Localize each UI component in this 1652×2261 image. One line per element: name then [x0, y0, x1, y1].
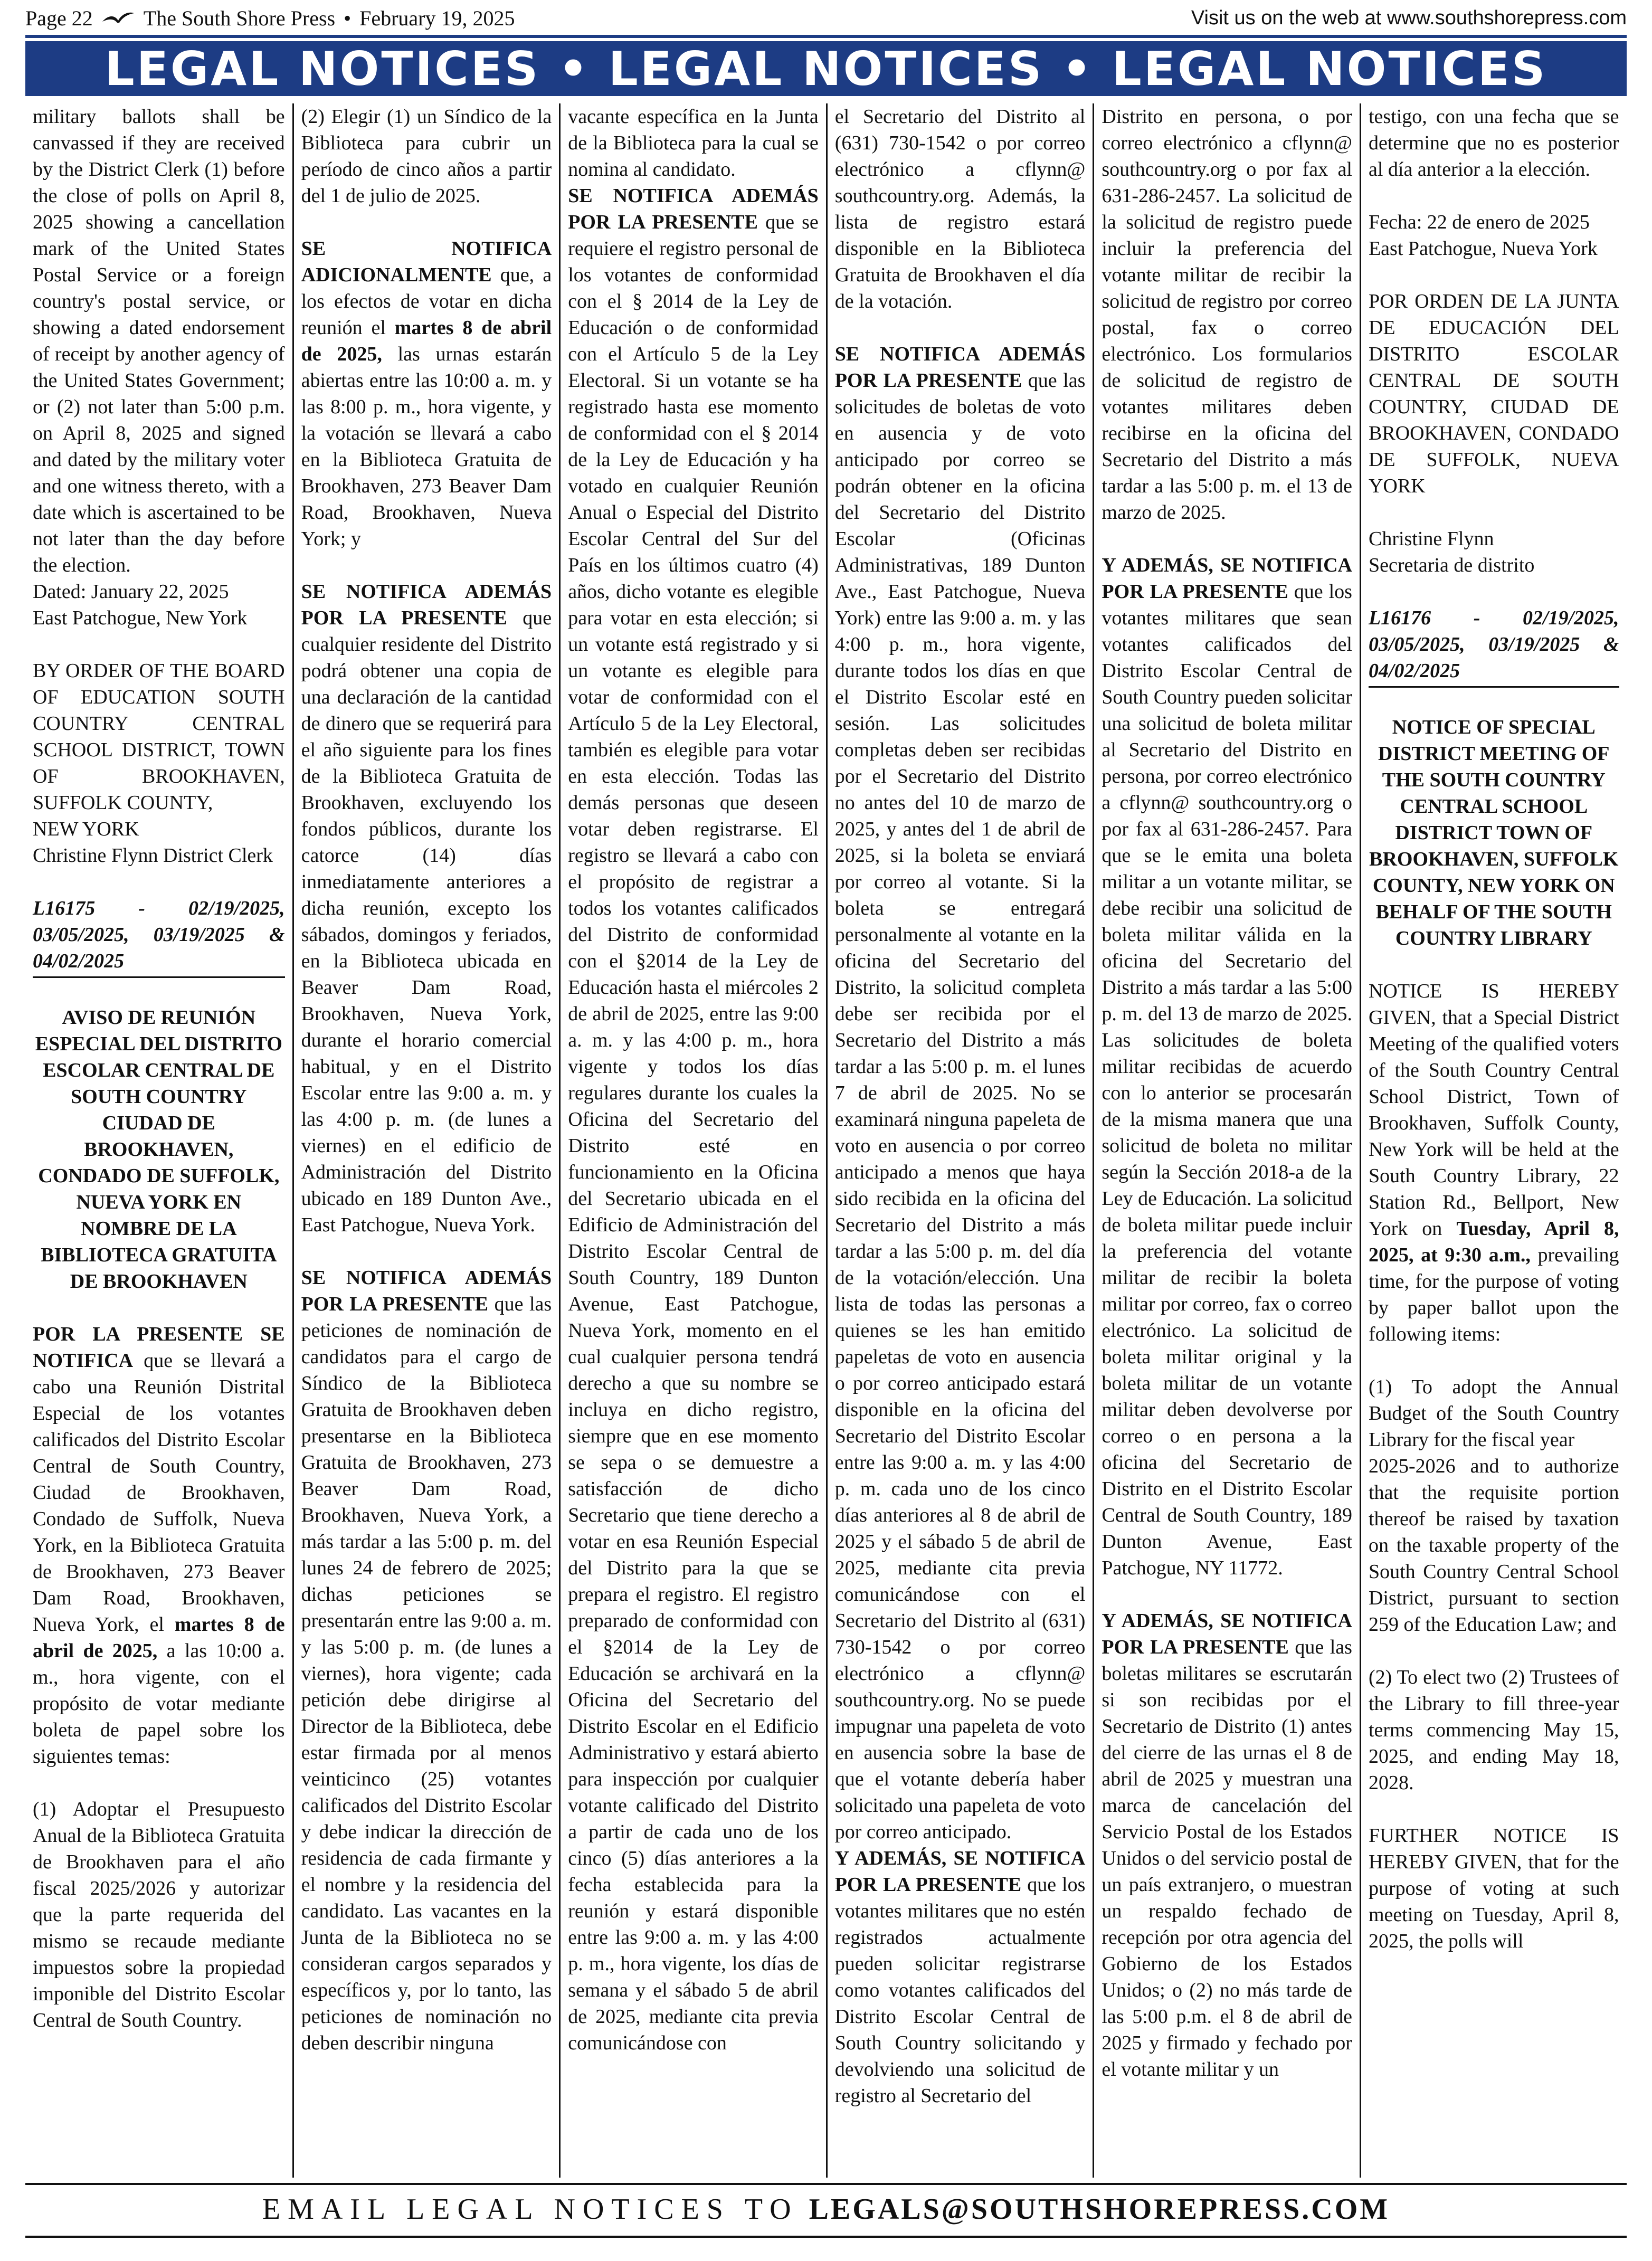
paragraph	[301, 1265, 552, 2056]
column-1	[25, 103, 292, 2178]
paragraph: el Secretario del Distrito al (631) 730-1542 o por correo electrónico a cflynn@ southcountry.org. Además, la lista de registro estará disponible en la Biblioteca Gratuita de Brookhaven el día de la votación.	[834, 106, 1086, 312]
header-separator: •	[344, 6, 352, 30]
bold-lead: POR LA PRESENTE SE NOTIFICA	[33, 1323, 285, 1372]
signer: Christine Flynn District Clerk	[33, 844, 273, 867]
legal-notices-banner: LEGAL NOTICES • LEGAL NOTICES • LEGAL NOTICES	[25, 41, 1627, 96]
dated-line: Dated: January 22, 2025	[33, 581, 229, 603]
text-run: que las solicitudes de boletas de voto en ausencia y de voto anticipado por correo se podrán obtener en la oficina del Secretario del Distrito Escolar (Oficinas Administrativas, 189 Dunton Ave., East Patchogue, Nueva York) entre las 9:00 a. m. y las 4:00 p. m., hora vigente, durante todos los días en que el Distrito Escolar esté en sesión. Las solicitudes completas deben ser recibidas por el Secretario del Distrito no antes del 10 de marzo de 2025, y antes del 1 de abril de 2025, si la boleta se enviará por correo al votante. Si la boleta se entregará personalmente al votante en la oficina del Secretario del Distrito, la solicitud completa debe ser recibida por el Secretario del Distrito a más tardar a las 5:00 p. m. el lunes 7 de abril de 2025. No se examinará ninguna papeleta de voto en ausencia o por correo anticipado a menos que haya sido recibida en la oficina del Secretario del Distrito a más tardar a las 5:00 p. m. del día de la votación/elección. Una lista de todas las personas a quienes se les han emitido papeletas de voto en ausencia o por correo anticipado estará disponible en la oficina del Secretario del Distrito Escolar entre las 9:00 a. m. y las 4:00 p. m. cada uno de los cinco días anteriores al 8 de abril de 2025 y el sábado 5 de abril de 2025, mediante cita previa comunicándose con el Secretario del Distrito al (631) 730-1542 o por correo electrónico a cflynn@ southcountry.org. No se puede impugnar una papeleta de voto en ausencia sobre la base de que el votante debería haber solicitado una papeleta de voto por correo anticipado.	[834, 369, 1086, 1843]
text-run: que los votantes militares que no estén registrados actualmente pueden solicitar registrarse como votantes calificados del Distrito Escolar Central de South Country solicitando y devolviendo una solicitud de registro al Secretario del	[834, 1874, 1086, 2107]
order-text: BY ORDER OF THE BOARD OF EDUCATION SOUTH COUNTRY CENTRAL SCHOOL DISTRICT, TOWN OF BROOKHAVEN, SUFFOLK COUNTY,	[33, 660, 285, 814]
text-run: que cualquier residente del Distrito podrá obtener una copia de una declaración de la cantidad de dinero que se requerirá para el año siguiente para los fines de la Biblioteca Gratuita de Brookhaven, excluyendo los fondos públicos, durante los catorce (14) días inmediatamente anteriores a dicha reunión, excepto los sábados, domingos y feriados, en la Biblioteca ubicada en Beaver Dam Road, Brookhaven, Nueva York, durante el horario comercial habitual, y en el Distrito Escolar entre las 9:00 a. m. y las 4:00 p. m. (de lunes a viernes) en el edificio de Administración del Distrito ubicado en 189 Dunton Ave., East Patchogue, Nueva York.	[301, 607, 552, 1236]
signer-title: Secretaria de distrito	[1368, 554, 1535, 576]
bold-lead: Y ADEMÁS, SE NOTIFICA POR LA PRESENTE	[1102, 554, 1352, 603]
bold-date: Tuesday, April 8, 2025, at 9:30 a.m.,	[1368, 1218, 1619, 1266]
page-header	[25, 3, 1627, 33]
paragraph: military ballots shall be canvassed if they are received by the District Clerk (1) before the close of polls on April 8, 2025 showing a cancellation mark of the United States Postal Service or a foreign country's postal service, or showing a dated endorsement of receipt by another agency of the United States Government; or (2) not later than 5:00 p.m. on April 8, 2025 and signed and dated by the military voter and one witness thereto, with a date which is ascertained to be not later than the day before the election.	[33, 106, 285, 576]
notice-reference: L16176 - 02/19/2025, 03/05/2025, 03/19/2025 & 04/02/2025	[1369, 605, 1619, 688]
footer-email-banner	[25, 2188, 1627, 2230]
text-run: que se requiere el registro personal de los votantes de conformidad con el § 2014 de la Ley de Educación o de conformidad con el Artículo 5 de la Ley Electoral. Si un votante se ha registrado hasta ese momento de conformidad con el § 2014 de la Ley de Educación y ha votado en cualquier Reunión Anual o Especial del Distrito Escolar Central del Sur del País en los últimos cuatro (4) años, dicho votante es elegible para votar en esta elección; si un votante está registrado y si un votante es elegible para votar de conformidad con el Artículo 5 de la Ley Electoral, también es elegible para votar en esta elección. Todas las demás personas que deseen votar deben registrarse. El registro se llevará a cabo con el propósito de registrar a todos los votantes calificados del Distrito de conformidad con el §2014 de la Ley de Educación hasta el miércoles 2 de abril de 2025, entre las 9:00 a. m. y las 4:00 p. m., hora vigente y todos los días regulares durante los cuales la Oficina del Secretario del Distrito esté en funcionamiento en la Oficina del Secretario ubicada en el Edificio de Administración del Distrito Escolar Central de South Country, 189 Dunton Avenue, East Patchogue, Nueva York, momento en el cual cualquier persona tendrá derecho a que su nombre se incluya en dicho registro, siempre que en ese momento se sepa o se demuestre a satisfacción de dicho Secretario que tiene derecho a votar en esa Reunión Especial del Distrito para la que se prepara el registro. El registro preparado de conformidad con el §2014 de la Ley de Educación se archivará en la Oficina del Secretario del Distrito Escolar en el Edificio Administrativo y estará abierto para inspección por cualquier votante calificado del Distrito a partir de cada uno de los cinco (5) días anteriores a la fecha establecida para la reunión y estará disponible entre las 9:00 a. m. y las 4:00 p. m., hora vigente, los días de semana y el sábado 5 de abril de 2025, mediante cita previa comunicándose con	[568, 211, 819, 2054]
text-run: que las peticiones de nominación de candidatos para el cargo de Síndico de la Biblioteca Gratuita de Brookhaven deben presentarse en la Biblioteca Gratuita de Brookhaven, 273 Beaver Dam Road, Brookhaven, Nueva York, a más tardar a las 5:00 p. m. del lunes 24 de febrero de 2025; dichas peticiones se presentarán entre las 9:00 a. m. y las 5:00 p. m. (de lunes a viernes), hora vigente; cada petición debe dirigirse al Director de la Biblioteca, debe estar firmada por al menos veinticinco (25) votantes calificados del Distrito Escolar y debe indicar la dirección de residencia de cada firmante y el nombre y la residencia del candidato. Las vacantes en la Junta de la Biblioteca no se consideran cargos separados y específicos y, por lo tanto, las peticiones de nominación no deben describir ninguna	[301, 1293, 552, 2054]
text-run: a las 10:00 a. m., hora vigente, con el propósito de votar mediante boleta de papel sobre los siguientes temas:	[33, 1640, 285, 1768]
column-4	[826, 103, 1093, 2178]
column-6	[1360, 103, 1627, 2178]
paragraph: Distrito en persona, o por correo electrónico a cflynn@ southcountry.org o por fax al 631-286-2457. La solicitud de la solicitud de registro puede incluir la preferencia del votante militar de recibir la solicitud de registro por correo postal, fax o correo electrónico. Los formularios de solicitud de registro de votantes militares deben recibirse en la oficina del Secretario del Distrito a más tardar a las 5:00 p. m. el 13 de marzo de 2025.	[1102, 106, 1352, 524]
text-run: NOTICE IS HEREBY GIVEN, that a Special District Meeting of the qualified voters of the South Country Central School District, Town of Brookhaven, Suffolk County, New York will be held at the South Country Library, 22 Station Rd., Bellport, New York on	[1368, 980, 1619, 1240]
text-run: las urnas estarán abiertas entre las 10:00 a. m. y las 8:00 p. m., hora vigente, y la votación se llevará a cabo en la Biblioteca Gratuita de Brookhaven, 273 Beaver Dam Road, Brookhaven, Nueva York; y	[301, 343, 552, 550]
page-number: Page 22	[25, 6, 93, 30]
bold-lead: Y ADEMÁS, SE NOTIFICA POR LA PRESENTE	[1102, 1610, 1352, 1658]
paragraph: vacante específica en la Junta de la Biblioteca para la cual se nomina al candidato.	[568, 106, 819, 180]
notice-columns	[25, 103, 1627, 2178]
notice-heading: AVISO DE REUNIÓN ESPECIAL DEL DISTRITO ESCOLAR CENTRAL DE SOUTH COUNTRY CIUDAD DE BROOKHAVEN, CONDADO DE SUFFOLK, NUEVA YORK EN NOMBRE DE LA BIBLIOTECA GRATUITA DE BROOKHAVEN	[35, 1006, 282, 1293]
paragraph	[33, 1321, 285, 1770]
column-2	[292, 103, 559, 2178]
paragraph: testigo, con una fecha que se determine que no es posterior al día anterior a la elección.	[1368, 106, 1619, 180]
paragraph: (2) To elect two (2) Trustees of the Library to fill three-year terms commencing May 15, 2025, and ending May 18, 2028.	[1368, 1666, 1619, 1794]
notice-heading: NOTICE OF SPECIAL DISTRICT MEETING OF THE SOUTH COUNTRY CENTRAL SCHOOL DISTRICT TOWN OF BROOKHAVEN, SUFFOLK COUNTY, NEW YORK ON BEHALF OF THE SOUTH COUNTRY LIBRARY	[1369, 716, 1619, 949]
paragraph	[1102, 552, 1352, 1581]
text-run: que se llevará a cabo una Reunión Distrital Especial de los votantes calificados del Distrito Escolar Central de South Country, Ciudad de Brookhaven, Condado de Suffolk, Nueva York, en la Biblioteca Gratuita de Brookhaven, 273 Beaver Dam Road, Brookhaven, Nueva York, el	[33, 1350, 285, 1636]
bold-date: martes 8 de abril de 2025,	[301, 317, 552, 365]
text-run: prevailing time, for the purpose of voting by paper ballot upon the following items:	[1368, 1244, 1619, 1345]
column-3	[559, 103, 826, 2178]
paragraph: FURTHER NOTICE IS HEREBY GIVEN, that for the purpose of voting at such meeting on Tuesday, April 8, 2025, the polls will	[1368, 1825, 1619, 1952]
signer: Christine Flynn	[1368, 528, 1494, 550]
bold-date: martes 8 de abril de 2025,	[33, 1613, 285, 1662]
bold-lead: SE NOTIFICA ADICIONALMENTE	[301, 238, 552, 286]
paragraph: (1) Adoptar el Presupuesto Anual de la Biblioteca Gratuita de Brookhaven para el año fiscal 2025/2026 y autorizar que la parte requerida del mismo se recaude mediante impuestos sobre la propiedad imponible del Distrito Escolar Central de South Country.	[33, 1798, 285, 2031]
paragraph	[835, 341, 1086, 1845]
footer-email-link[interactable]: LEGALS@SOUTHSHOREPRESS.COM	[809, 2193, 1390, 2226]
place-line: East Patchogue, New York	[33, 607, 248, 629]
issue-date: February 19, 2025	[359, 6, 515, 30]
bold-lead: SE NOTIFICA ADEMÁS POR LA PRESENTE	[568, 185, 819, 233]
paragraph	[835, 1845, 1086, 2109]
paragraph: (1) To adopt the Annual Budget of the South Country Library for the fiscal year	[1368, 1376, 1619, 1451]
text-run: que, a los efectos de votar en dicha reunión el	[301, 264, 552, 339]
text-run: que las boletas militares se escrutarán si son recibidas por el Secretario de Distrito (1) antes del cierre de las urnas el 8 de abril de 2025 y muestran una marca de cancelación del Servicio Postal de los Estados Unidos o del servicio postal de un país extranjero, o muestran un respaldo fechado de recepción por otra agencia del Gobierno de los Estados Unidos; o (2) no más tarde de las 5:00 p.m. el 8 de abril de 2025 y firmado y fechado por el votante militar y un	[1102, 1636, 1352, 2080]
paragraph	[301, 235, 552, 552]
bold-lead: SE NOTIFICA ADEMÁS POR LA PRESENTE	[301, 1267, 552, 1315]
order-text: POR ORDEN DE LA JUNTA DE EDUCACIÓN DEL DISTRITO ESCOLAR CENTRAL DE SOUTH COUNTRY, CIUDAD DE BROOKHAVEN, CONDADO DE SUFFOLK, NUEVA YORK	[1368, 290, 1619, 497]
seagull-icon	[101, 10, 135, 26]
footer-rule-top	[25, 2183, 1627, 2185]
column-5	[1093, 103, 1360, 2178]
bold-lead: SE NOTIFICA ADEMÁS POR LA PRESENTE	[301, 581, 552, 629]
paragraph	[568, 183, 819, 2056]
paragraph	[1102, 1608, 1352, 2083]
paragraph	[301, 578, 552, 1238]
place-line: East Patchogue, Nueva York	[1368, 238, 1598, 260]
paragraph	[1369, 978, 1619, 1347]
bold-lead: Y ADEMÁS, SE NOTIFICA POR LA PRESENTE	[834, 1847, 1086, 1896]
header-rule	[25, 35, 1627, 38]
text-run: que los votantes militares que sean votantes calificados del Distrito Escolar Central de South Country pueden solicitar una solicitud de boleta militar al Secretario del Distrito en persona, por correo electrónico a cflynn@ southcountry.org o por fax al 631-286-2457. Para que se le emita una boleta militar a un votante militar, se debe recibir una solicitud de boleta militar válida en la oficina del Secretario del Distrito a más tardar a las 5:00 p. m. del 13 de marzo de 2025. Las solicitudes de boleta militar recibidas de acuerdo con lo anterior se procesarán de la misma manera que una solicitud de boleta no militar según la Sección 2018-a de la Ley de Educación. La solicitud de boleta militar puede incluir la preferencia del votante militar de recibir la boleta militar por correo, fax o correo electrónico. La solicitud de boleta militar original y la boleta militar de un votante militar deben devolverse por correo o en persona a la oficina del Secretario de Distrito en el Distrito Escolar Central de South Country, 189 Dunton Avenue, East Patchogue, NY 11772.	[1102, 581, 1352, 1579]
paragraph: 2025-2026 and to authorize that the requisite portion thereof be raised by taxation on the taxable property of the South Country Central School District, pursuant to section 259 of the Education Law; and	[1368, 1455, 1619, 1636]
dated-line: Fecha: 22 de enero de 2025	[1368, 211, 1590, 233]
notice-reference: L16175 - 02/19/2025, 03/05/2025, 03/19/2025 & 04/02/2025	[33, 895, 285, 978]
order-text-state: NEW YORK	[33, 818, 139, 840]
website-notice[interactable]: Visit us on the web at www.southshorepress.com	[1191, 6, 1627, 29]
paper-name: The South Shore Press	[143, 6, 336, 30]
bold-lead: SE NOTIFICA ADEMÁS POR LA PRESENTE	[834, 343, 1086, 392]
footer-label: EMAIL LEGAL NOTICES TO	[262, 2193, 799, 2226]
paragraph: (2) Elegir (1) un Síndico de la Biblioteca para cubrir un período de cinco años a partir del 1 de julio de 2025.	[301, 106, 552, 207]
footer-rule-bottom	[25, 2236, 1627, 2238]
